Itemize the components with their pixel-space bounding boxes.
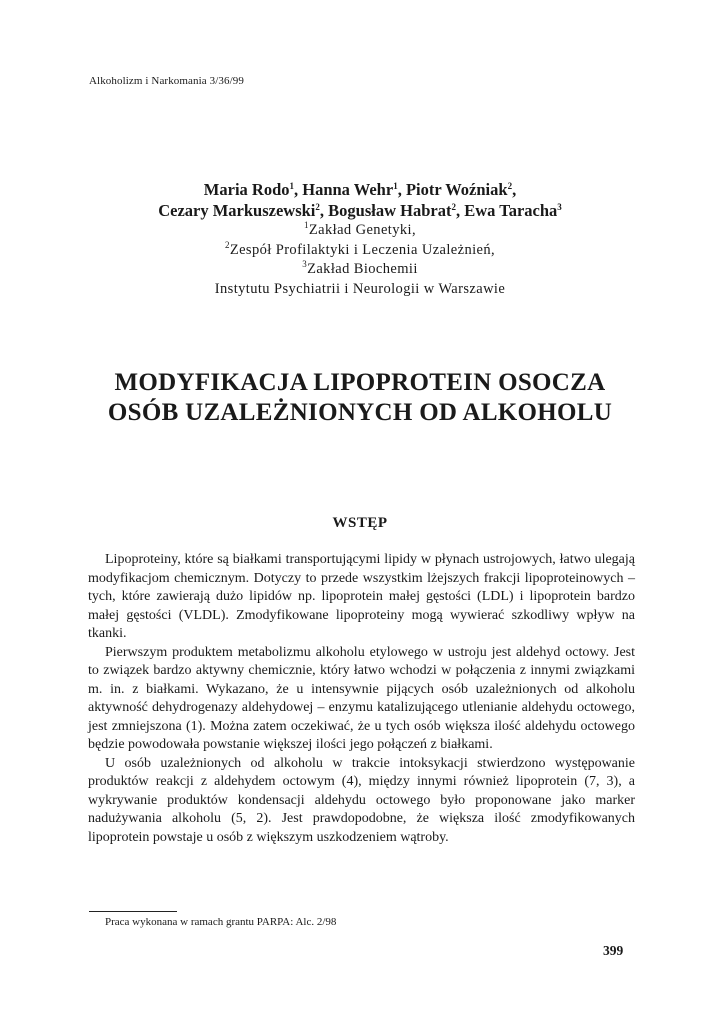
author-name: Piotr Woźniak$^2$, (405, 180, 517, 199)
author-name: Ewa Taracha$^3$ (464, 201, 562, 220)
author-name: Maria Rodo$^1$, (203, 180, 303, 199)
footnote: Praca wykonana w ramach grantu PARPA: Alc. 2/98 (105, 916, 337, 928)
author-name: Bogusław Habrat$^2$, (328, 201, 465, 220)
affiliation-2: $^2$Zespół Profilaktyki i Leczenia Uzależnień, (224, 239, 496, 258)
paragraph: U osób uzależnionych od alkoholu w trakcie intoksykacji stwierdzono występowanie produktów reakcji z aldehydem octowym (4), między innymi również lipoprotein (7, 3), a wykrywanie produktów kondensacji aldehydu octowego było proponowane jako marker nadużywania alkoholu (5, 2). Jest prawdopodobne, że większa ilość zmodyfikowanych lipoprotein powstaje u osób z większym uszkodzeniem wątroby. (88, 755, 635, 845)
affiliation-1: $^1$Zakład Genetyki, (304, 220, 416, 238)
paragraph: Lipoproteiny, które są białkami transportującymi lipidy w płynach ustrojowych, łatwo ulegają modyfikacjom chemicznym. Dotyczy to przede wszystkim lżejszych frakcji lipoproteinowych – tych, które zawierają dużo lipidów np. lipoprotein małej gęstości (LDL) i lipoprotein bardzo małej gęstości (VLDL). Zmodyfikowane lipoproteiny mogą wywierać szkodliwy wpływ na tkanki. (88, 552, 635, 641)
article-title (0, 368, 720, 428)
author-name: Hanna Wehr$^1$, (302, 180, 406, 199)
section-heading: WSTĘP (332, 515, 388, 531)
body-text (88, 551, 635, 847)
institution: Instytutu Psychiatrii i Neurologii w Warszawie (214, 280, 506, 297)
title-line-1: MODYFIKACJA LIPOPROTEIN OSOCZA (114, 369, 606, 396)
footnote-divider (89, 911, 177, 912)
author-name: Cezary Markuszewski$^2$, (158, 201, 329, 220)
page-number: 399 (603, 943, 624, 958)
paragraph: Pierwszym produktem metabolizmu alkoholu etylowego w ustroju jest aldehyd octowy. Jest to związek bardzo aktywny chemicznie, który łatwo wchodzi w połączenia z innymi związkami m. in. z białkami. Wykazano, że u intensywnie pijących osób uzależnionych od alkoholu aktywność dehydrogenazy aldehydowej – enzymu katalizującego utlenianie aldehydu octowego, jest zmniejszona (1). Można zatem oczekiwać, że u tych osób większa ilość aldehydu octowego będzie powodowała powstanie większej ilości jego połączeń z białkami. (88, 644, 635, 752)
author-block (0, 179, 720, 299)
running-header: Alkoholizm i Narkomania 3/36/99 (89, 75, 244, 87)
author-line-2 (0, 200, 720, 221)
author-line-1 (0, 179, 720, 200)
title-line-2: OSÓB UZALEŻNIONYCH OD ALKOHOLU (107, 399, 613, 426)
affiliation-3: $^3$Zakład Biochemii (302, 259, 418, 277)
